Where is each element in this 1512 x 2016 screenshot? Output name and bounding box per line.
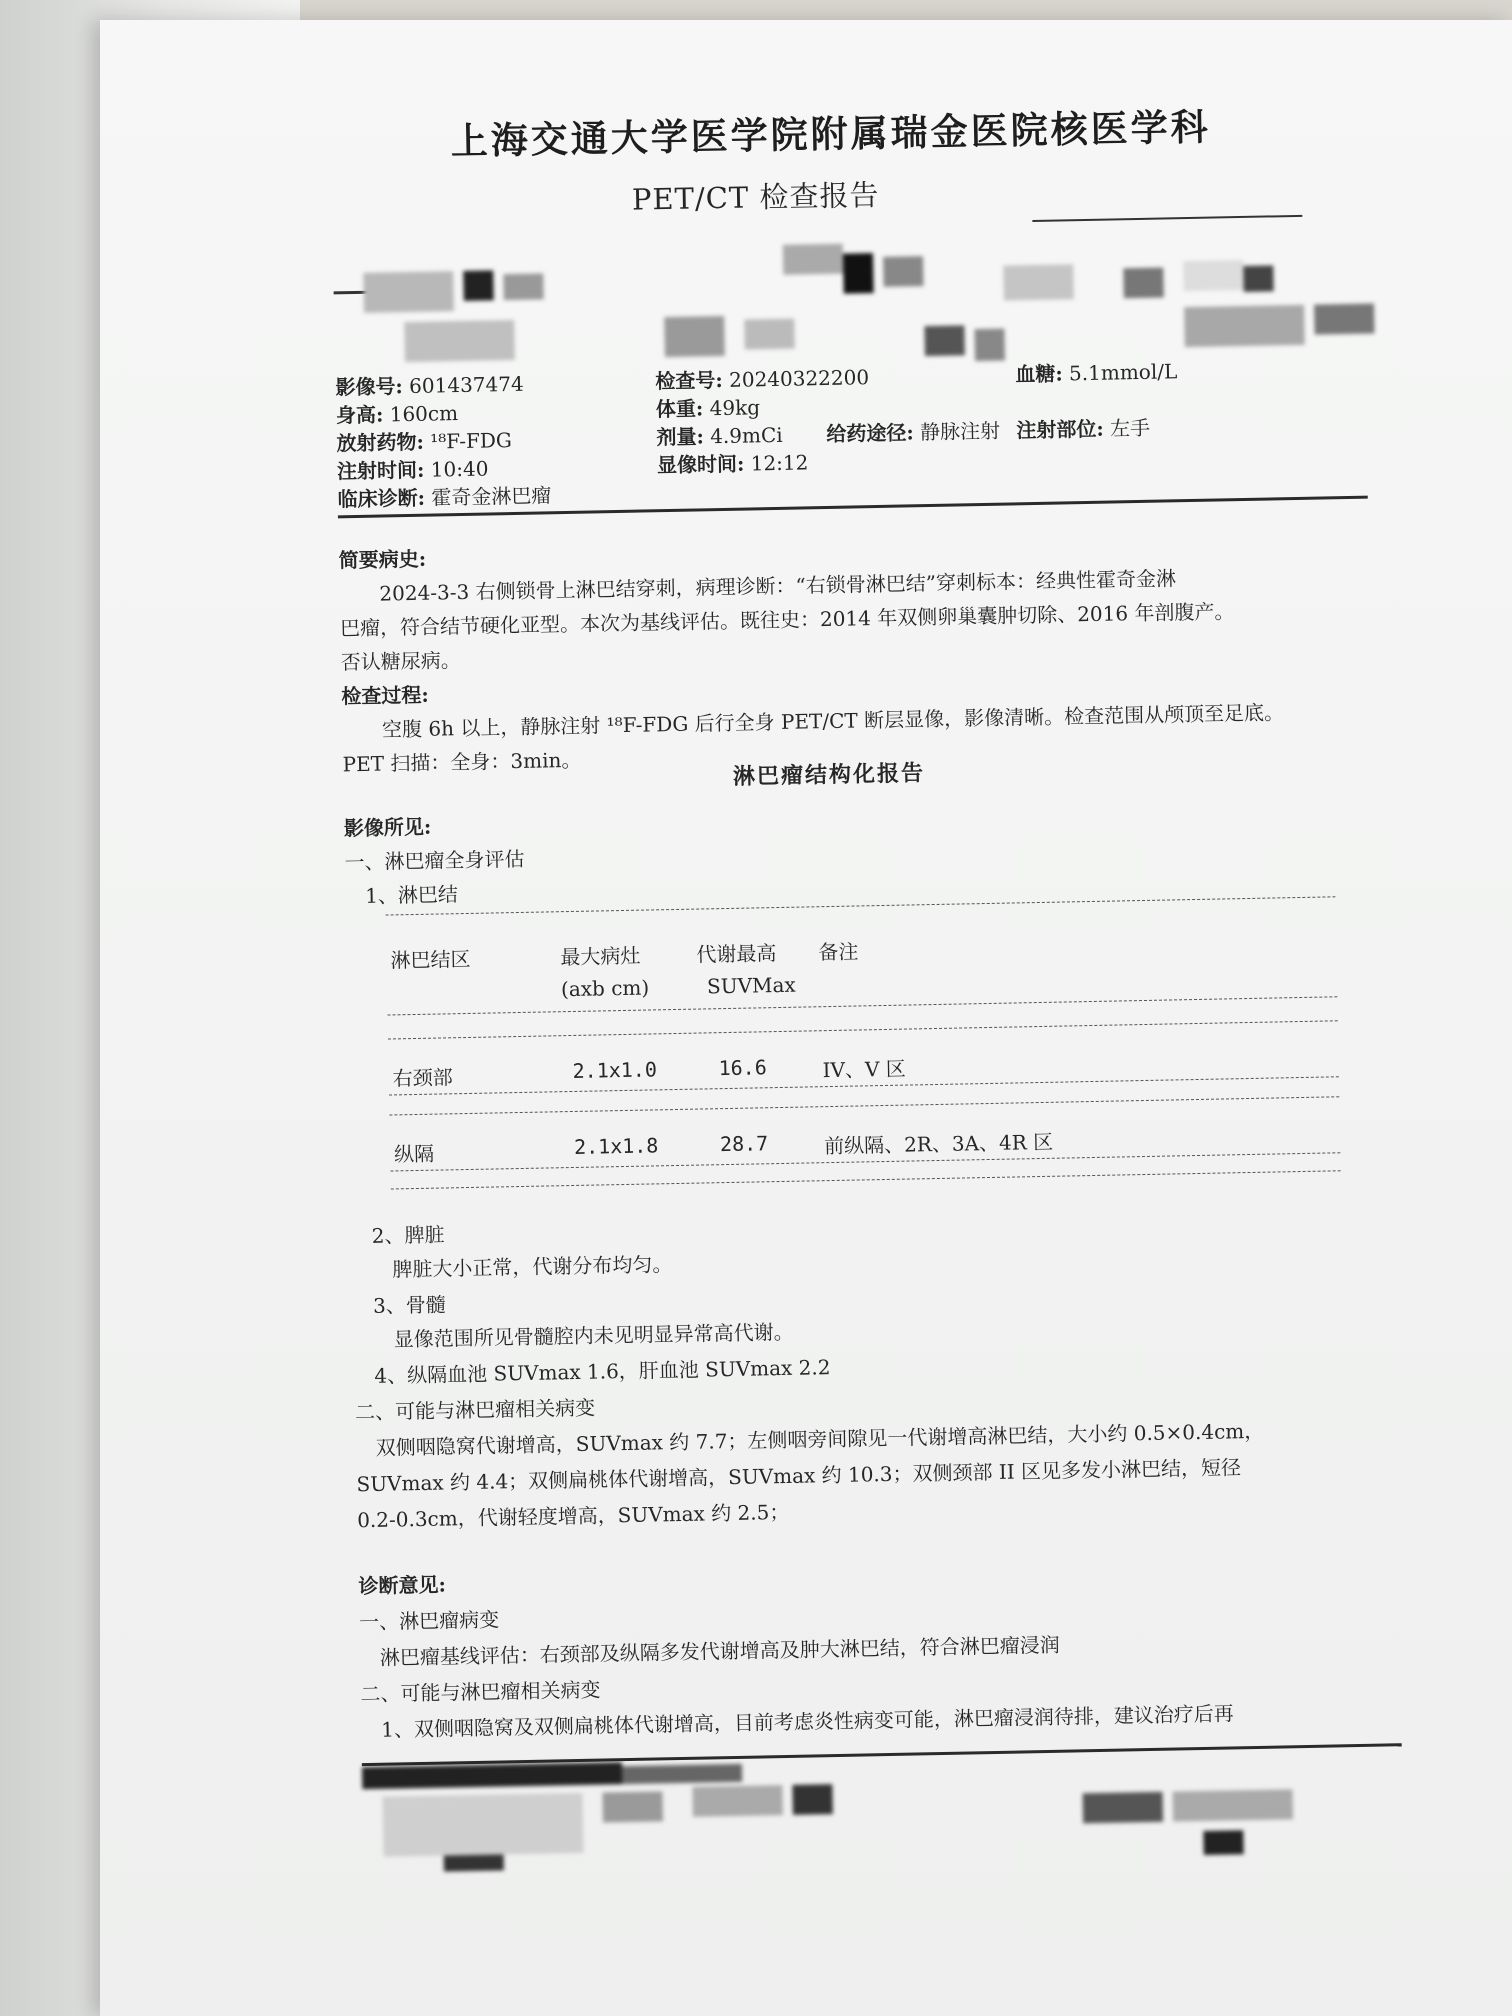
diagnosis-value: 霍奇金淋巴瘤	[431, 483, 552, 510]
weight-field	[656, 391, 761, 422]
diagnosis-label: 临床诊断:	[337, 485, 426, 512]
row-1-top-rule	[388, 1020, 1338, 1039]
history-line-2: 巴瘤，符合结节硬化亚型。本次为基线评估。既往史：2014 年双侧卵巢囊肿切除、2016 年剖腹产。	[339, 599, 1235, 641]
row-1-size: 2.1x1.0	[572, 1057, 658, 1083]
row-2-top-rule	[389, 1096, 1339, 1115]
weight-value: 49kg	[709, 395, 761, 421]
conclusion-section-1: 一、淋巴瘤病变	[358, 1607, 500, 1635]
height-value: 160cm	[389, 401, 459, 427]
blood-sugar-field	[1015, 355, 1177, 387]
findings-section-1: 一、淋巴瘤全身评估	[344, 846, 525, 875]
dose-label: 剂量:	[656, 424, 705, 450]
history-title: 简要病史:	[338, 546, 427, 573]
inject-time-field	[337, 452, 489, 484]
col-header-region: 淋巴结区	[390, 946, 471, 973]
col-header-suv: 代谢最高	[696, 941, 777, 967]
image-no-label: 影像号:	[335, 374, 404, 400]
height-field	[336, 397, 459, 428]
report-page	[100, 20, 1512, 2016]
findings-sub-4: 4、纵隔血池 SUVmax 1.6，肝血池 SUVmax 2.2	[374, 1355, 831, 1388]
exam-no-label: 检查号:	[655, 367, 723, 394]
diagnosis-field	[337, 479, 551, 512]
row-2-note: 前纵隔、2R、3A、4R 区	[823, 1129, 1054, 1159]
structured-report-title: 淋巴瘤结构化报告	[732, 760, 926, 790]
conclusion-section-2: 二、可能与淋巴瘤相关病变	[360, 1677, 601, 1707]
col-header-note: 备注	[818, 939, 859, 965]
route-label: 给药途径:	[826, 420, 915, 446]
related-line-2: SUVmax 约 4.4；双侧扁桃体代谢增高，SUVmax 约 10.3；双侧颈部 II 区见多发小淋巴结，短径	[356, 1455, 1242, 1497]
row-2-size: 2.1x1.8	[573, 1133, 659, 1159]
exam-no-field	[655, 361, 869, 394]
history-line-3: 否认糖尿病。	[340, 648, 461, 675]
blood-sugar-value: 5.1mmol/L	[1068, 359, 1178, 386]
col-subheader-size: (axb cm)	[560, 975, 650, 1002]
conclusion-title: 诊断意见:	[358, 1572, 447, 1599]
related-line-1: 双侧咽隐窝代谢增高，SUVmax 约 7.7；左侧咽旁间隙见一代谢增高淋巴结，大小约 0.5×0.4cm，	[375, 1418, 1265, 1460]
route-field	[826, 415, 1000, 447]
height-label: 身高:	[335, 402, 384, 428]
report-content	[250, 83, 1410, 1742]
findings-title: 影像所见:	[343, 814, 432, 841]
image-no-value: 601437474	[408, 371, 524, 398]
related-line-3: 0.2-0.3cm，代谢轻度增高，SUVmax 约 2.5；	[356, 1499, 790, 1533]
row-2-region: 纵隔	[393, 1141, 435, 1167]
inject-time-value: 10:40	[430, 456, 489, 482]
table-header-rule	[387, 996, 1337, 1015]
findings-sub-2: 2、脾脏	[371, 1222, 445, 1248]
findings-sub-1: 1、淋巴结	[364, 882, 459, 908]
redacted-area-bottom	[362, 1747, 1404, 1887]
site-label: 注射部位:	[1016, 416, 1104, 443]
col-subheader-suv: SUVMax	[706, 972, 796, 999]
row-1-suv: 16.6	[718, 1055, 767, 1081]
row-2-suv: 28.7	[719, 1131, 769, 1157]
route-value: 静脉注射	[919, 418, 1001, 445]
history-line-1: 2024-3-3 右侧锁骨上淋巴结穿刺，病理诊断：“右锁骨淋巴结”穿刺标本：经典性霍奇金淋	[379, 566, 1177, 606]
imaging-time-value: 12:12	[750, 450, 809, 476]
row-1-region: 右颈部	[392, 1065, 453, 1091]
procedure-line-1: 空腹 6h 以上，静脉注射 ¹⁸F-FDG 后行全身 PET/CT 断层显像，影像清晰。检查范围从颅顶至足底。	[381, 700, 1285, 742]
weight-label: 体重:	[655, 396, 704, 422]
imaging-time-label: 显像时间:	[656, 451, 745, 478]
image-no-field	[335, 368, 524, 401]
procedure-title: 检查过程:	[341, 682, 429, 709]
table-top-rule	[386, 896, 1336, 915]
findings-sub-3: 3、骨髓	[372, 1292, 447, 1318]
col-header-size: 最大病灶	[560, 943, 641, 970]
marrow-text: 显像范围所见骨髓腔内未见明显异常高代谢。	[393, 1319, 794, 1352]
site-value: 左手	[1109, 415, 1151, 441]
spleen-text: 脾脏大小正常，代谢分布均匀。	[392, 1252, 673, 1282]
imaging-time-field	[657, 446, 809, 478]
row-1-note: IV、V 区	[822, 1056, 907, 1083]
site-field	[1016, 412, 1150, 444]
baseline-text: 淋巴瘤基线评估：右颈部及纵隔多发代谢增高及肿大淋巴结，符合淋巴瘤浸润	[379, 1632, 1060, 1670]
findings-section-2: 二、可能与淋巴瘤相关病变	[354, 1395, 596, 1425]
dose-field	[656, 419, 783, 450]
exam-no-value: 20240322200	[728, 365, 870, 392]
procedure-line-2: PET 扫描：全身：3min。	[342, 747, 582, 777]
blood-sugar-label: 血糖:	[1015, 361, 1063, 387]
conclusion-item-1: 1、双侧咽隐窝及双侧扁桃体代谢增高，目前考虑炎性病变可能，淋巴瘤浸润待排，建议治疗后再	[380, 1701, 1235, 1742]
inject-time-label: 注射时间:	[336, 457, 425, 484]
report-title: PET/CT 检查报告	[631, 177, 880, 217]
title-underline	[1032, 215, 1302, 222]
tracer-value: ¹⁸F-FDG	[430, 428, 513, 454]
tracer-label: 放射药物:	[336, 429, 425, 456]
hospital-name: 上海交通大学医学院附属瑞金医院核医学科	[450, 104, 1212, 164]
dose-value: 4.9mCi	[709, 422, 783, 449]
table-bottom-rule	[391, 1170, 1341, 1189]
